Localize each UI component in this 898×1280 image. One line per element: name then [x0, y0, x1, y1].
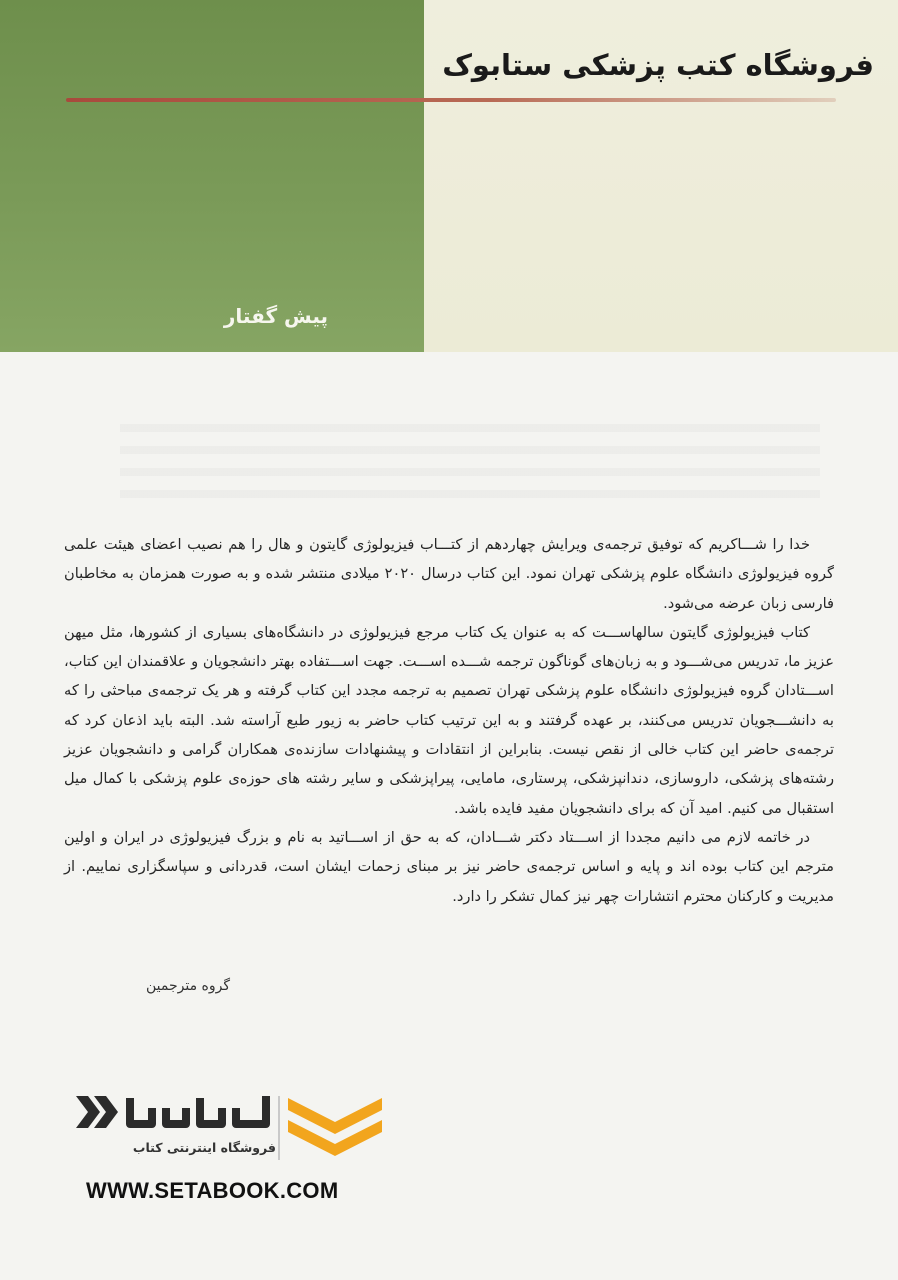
setabook-logo[interactable] [70, 1090, 390, 1220]
logo-url[interactable]: WWW.SETABOOK.COM [86, 1178, 339, 1203]
wordmark-glyphs [130, 1096, 266, 1124]
logo-tagline: فروشگاه اینترنتی کتاب [132, 1140, 276, 1155]
book-stack-chevron-icon [288, 1096, 382, 1160]
double-chevron-icon [76, 1096, 118, 1128]
preface-paragraph-2: کتاب فیزیولوژی گایتون سالهاســـت که به عنوان یک کتاب مرجع فیزیولوژی در دانشگاه‌های بسیاری از کشورها، مثل میهن عزیز ما، تدریس می‌شـــود و به زبان‌های گوناگون ترجمه شـــده اســـت. جهت اســـتفاده بهتر دانشجویان و علاقمندان این کتاب، اســـتادان گروه فیزیولوژی دانشگاه علوم پزشکی تهران تصمیم به ترجمه مجدد این کتاب گرفته و هر یک ترجمه‌ی مباحثی را که به دانشـــجویان تدریس می‌کنند، بر عهده گرفتند و به این ترتیب کتاب حاضر به زیور طبع آراسته شد. البته باید اذعان کرد که ترجمه‌ی حاضر این کتاب خالی از نقص نیست. بنابراین از انتقادات و پیشنهادات سازنده‌ی همکاران گرامی و دانشجویان عزیز رشته‌های پزشکی، داروسازی، دندانپزشکی، پرستاری، مامایی، پیراپزشکی و سایر رشته های حوزه‌ی علوم پزشکی با کمال میل استقبال می کنیم. امید آن که برای دانشجویان مفید فایده باشد. [64, 623, 834, 817]
header-green-panel [0, 0, 424, 352]
section-heading: پیش گفتار [223, 304, 328, 328]
logo-divider [278, 1096, 280, 1160]
preface-body [64, 530, 834, 911]
title-underline [66, 98, 836, 102]
wordmark-logo [76, 1090, 272, 1138]
preface-paragraph-3: در خاتمه لازم می دانیم مجددا از اســـتاد دکتر شـــادان، که به حق از اســـاتید به نام و بزرگ فیزیولوژی در ایران و اولین مترجم این کتاب بوده اند و پایه و اساس ترجمه‌ی حاضر نیز بر مبنای زحمات ایشان است، قدردانی و سپاسگزاری نماییم. از مدیریت و کارکنان محترم انتشارات چهر نیز کمال تشکر را دارد. [64, 828, 834, 905]
store-title: فروشگاه کتب پزشکی ستابوک [442, 48, 874, 82]
preface-paragraph-1: خدا را شـــاکریم که توفیق ترجمه‌ی ویرایش چهاردهم از کتـــاب فیزیولوژی گایتون و هال را هم نصیب اعضای هیئت علمی گروه فیزیولوژی دانشگاه علوم پزشکی تهران نمود. این کتاب درسال ۲۰۲۰ میلادی منتشر شده و به صورت همزمان به مخاطبان فارسی زبان عرضه می‌شود. [64, 536, 834, 612]
show-through-text [120, 410, 820, 510]
translators-signature: گروه مترجمین [145, 978, 230, 994]
